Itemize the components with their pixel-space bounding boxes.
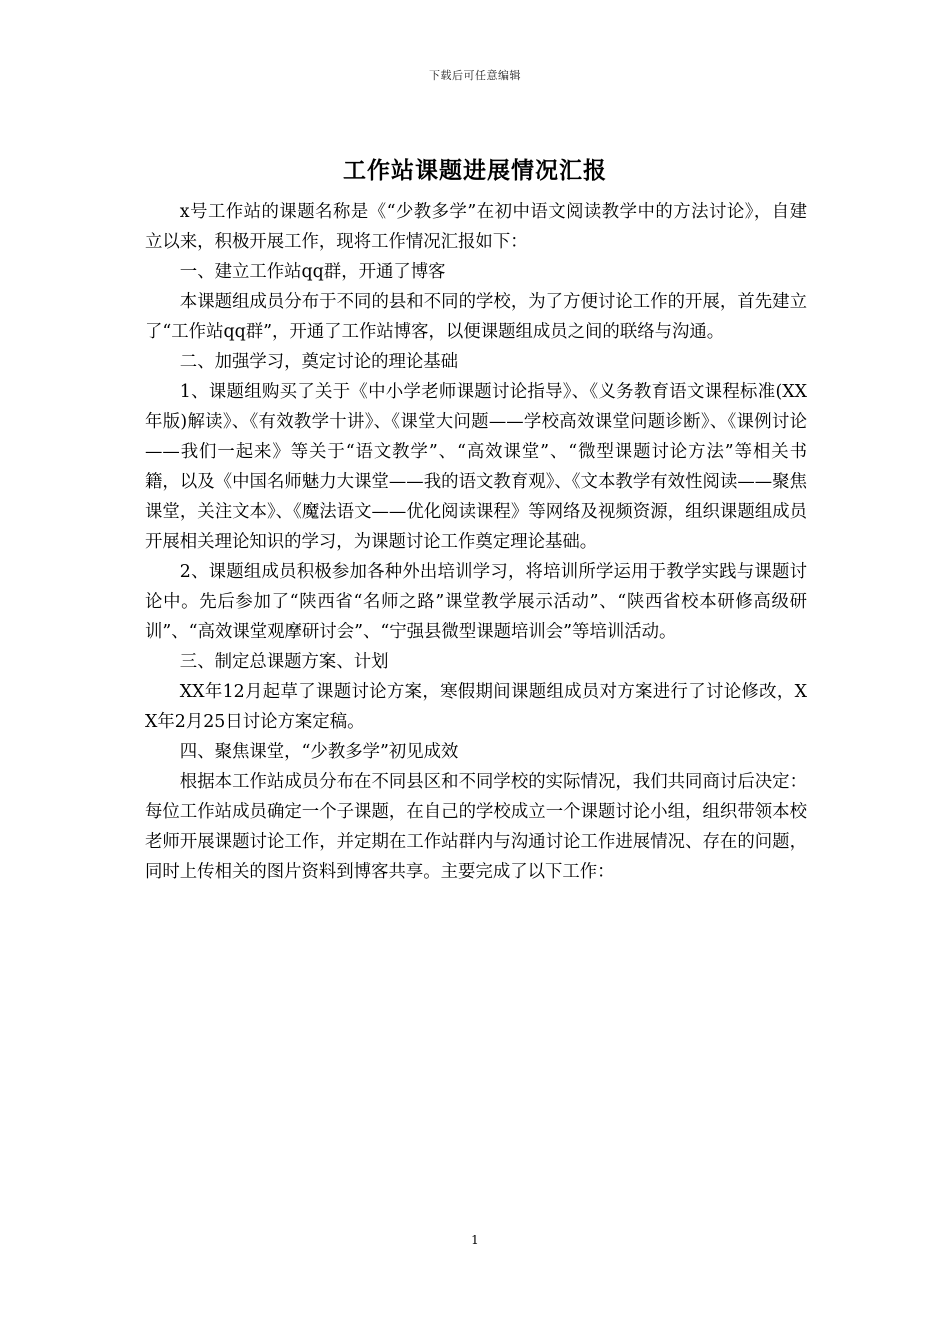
section-heading-2: 二、加强学习，奠定讨论的理论基础 <box>179 352 459 372</box>
paragraph-intro: x号工作站的课题名称是《“少教多学”在初中语文阅读教学中的方法讨论》，自建立以来，积极开展工作，现将工作情况汇报如下： <box>145 202 807 252</box>
paragraph-section-2-item-1: 1、课题组购买了关于《中小学老师课题讨论指导》、《义务教育语文课程标准(XX年版)解读》、《有效教学十讲》、《课堂大问题——学校高效课堂问题诊断》、《课例讨论——我们一起来》等关于“语文教学”、“高效课堂”、“微型课题讨论方法”等相关书籍，以及《中国名师魅力大课堂——我的语文教育观》、《文本教学有效性阅读——聚焦课堂，关注文本》、《魔法语文——优化阅读课程》等网络及视频资源，组织课题组成员开展相关理论知识的学习，为课题讨论工作奠定理论基础。 <box>145 382 807 552</box>
section-heading-1: 一、建立工作站qq群，开通了博客 <box>179 262 446 282</box>
document-body <box>145 197 807 887</box>
page-number: 1 <box>471 1233 479 1247</box>
paragraph-section-3: XX年12月起草了课题讨论方案，寒假期间课题组成员对方案进行了讨论修改，XX年2月25日讨论方案定稿。 <box>145 682 807 732</box>
document-title: 工作站课题进展情况汇报 <box>343 157 607 184</box>
page-header: 下载后可任意编辑 <box>429 69 521 82</box>
section-heading-4: 四、聚焦课堂，“少教多学”初见成效 <box>179 742 459 762</box>
paragraph-section-4: 根据本工作站成员分布在不同县区和不同学校的实际情况，我们共同商讨后决定：每位工作站成员确定一个子课题，在自己的学校成立一个课题讨论小组，组织带领本校老师开展课题讨论工作，并定期在工作站群内与沟通讨论工作进展情况、存在的问题，同时上传相关的图片资料到博客共享。主要完成了以下工作： <box>145 772 807 882</box>
section-heading-3: 三、制定总课题方案、计划 <box>179 652 389 672</box>
paragraph-section-2-item-2: 2、课题组成员积极参加各种外出培训学习，将培训所学运用于教学实践与课题讨论中。先后参加了“陕西省“名师之路”课堂教学展示活动”、“陕西省校本研修高级研训”、“高效课堂观摩研讨会”、“宁强县微型课题培训会”等培训活动。 <box>145 562 807 642</box>
paragraph-section-1: 本课题组成员分布于不同的县和不同的学校，为了方便讨论工作的开展，首先建立了“工作站qq群”，开通了工作站博客，以便课题组成员之间的联络与沟通。 <box>145 292 807 342</box>
